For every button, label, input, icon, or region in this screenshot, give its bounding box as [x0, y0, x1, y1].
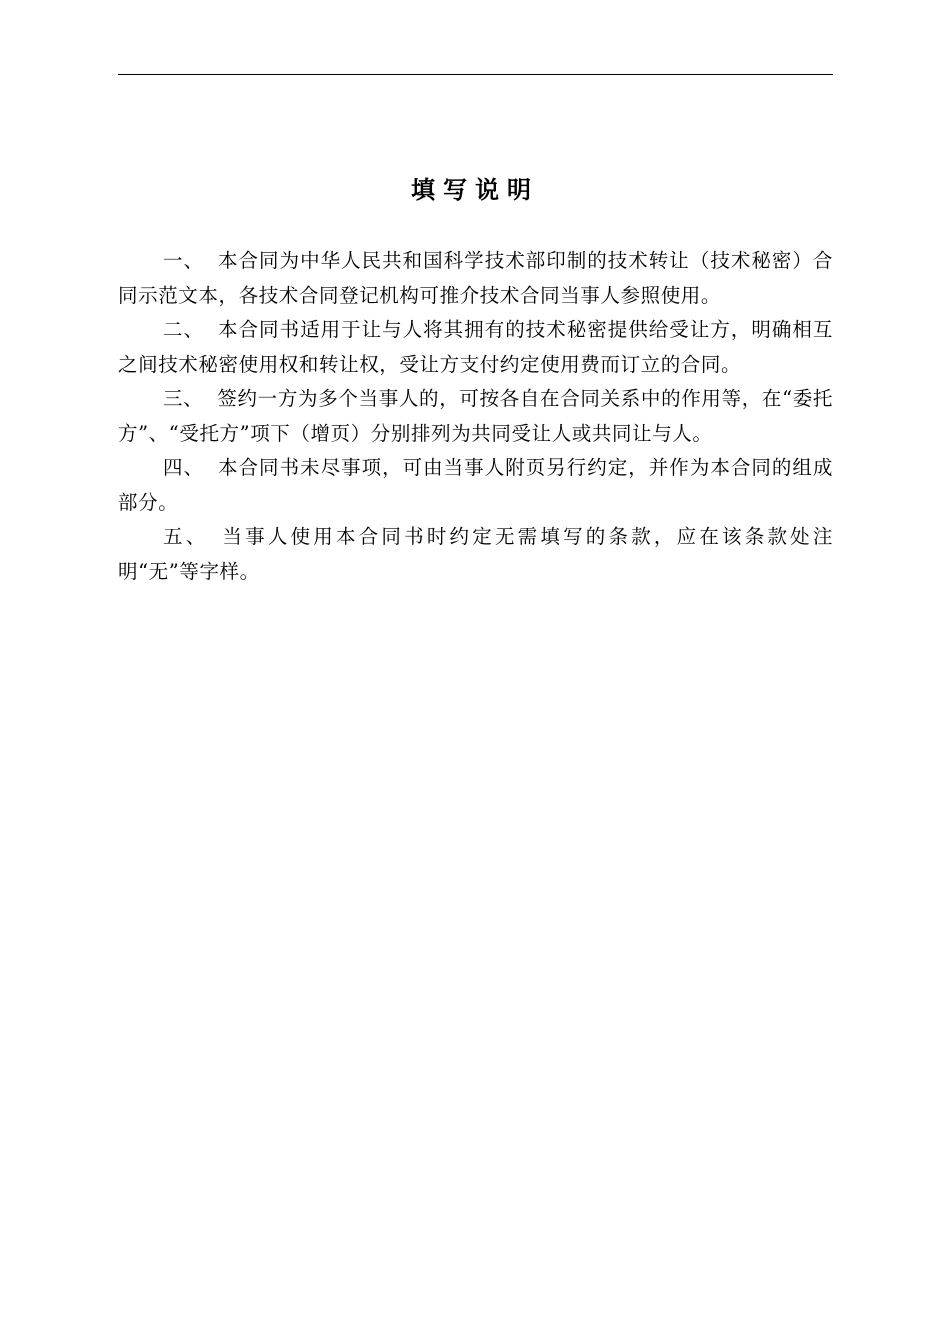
item-text: 当事人使用本合同书时约定无需填写的条款，应在该条款处注明“无”等字样。 — [118, 525, 833, 583]
instruction-item-5 — [118, 520, 833, 589]
item-number: 二、 — [163, 318, 205, 341]
page-title: 填写说明 — [411, 176, 539, 204]
instruction-item-4 — [118, 451, 833, 520]
instruction-item-1 — [118, 244, 833, 313]
item-number: 一、 — [163, 249, 205, 272]
instructions-body — [118, 244, 833, 589]
item-text: 本合同书适用于让与人将其拥有的技术秘密提供给受让方，明确相互之间技术秘密使用权和转让权，受让方支付约定使用费而订立的合同。 — [118, 318, 833, 376]
item-text: 本合同为中华人民共和国科学技术部印制的技术转让（技术秘密）合同示范文本，各技术合同登记机构可推介技术合同当事人参照使用。 — [118, 249, 833, 307]
instruction-item-2 — [118, 313, 833, 382]
item-number: 四、 — [163, 456, 205, 479]
header-rule — [118, 74, 833, 75]
item-number: 三、 — [163, 387, 204, 410]
item-text: 本合同书未尽事项，可由当事人附页另行约定，并作为本合同的组成部分。 — [118, 456, 833, 514]
item-text: 签约一方为多个当事人的，可按各自在合同关系中的作用等，在“委托方”、“受托方”项下（增页）分别排列为共同受让人或共同让与人。 — [118, 387, 833, 445]
instruction-item-3 — [118, 382, 833, 451]
item-number: 五、 — [163, 525, 209, 548]
